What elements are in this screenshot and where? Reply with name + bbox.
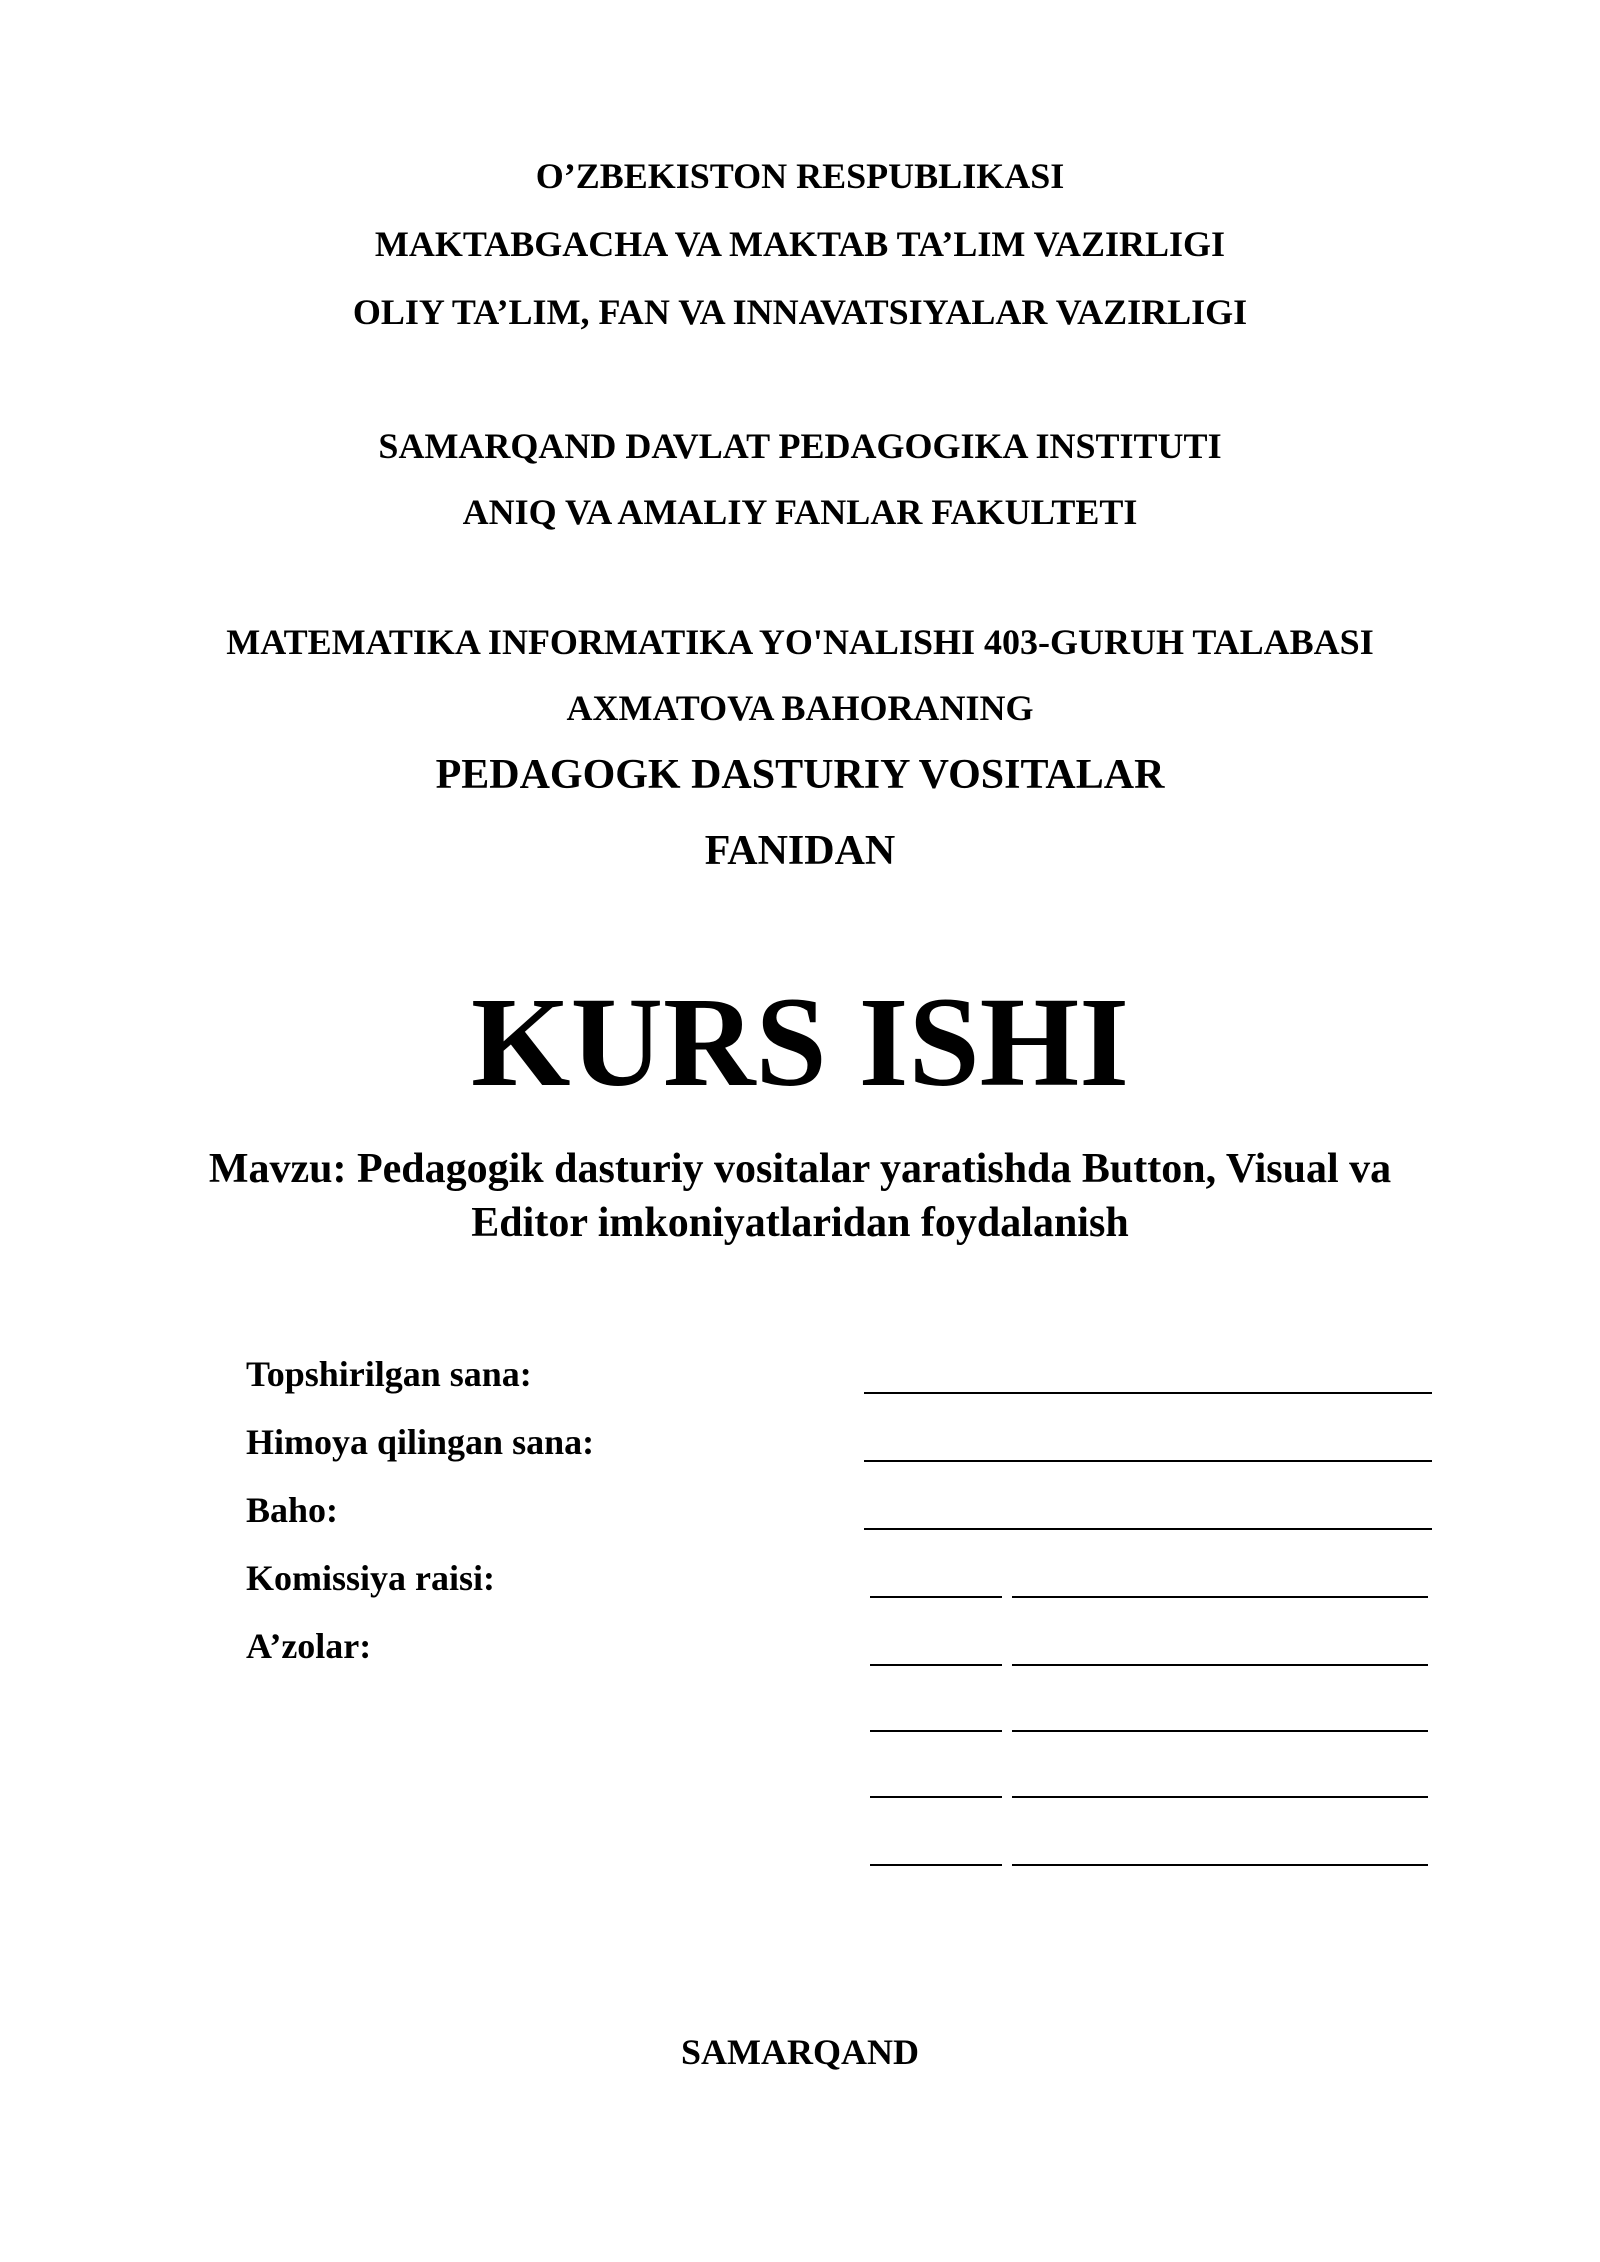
grade-line xyxy=(864,1528,1432,1530)
commission-chair-name-line xyxy=(1012,1596,1428,1598)
submitted-date-line xyxy=(864,1392,1432,1394)
defended-date-line xyxy=(864,1460,1432,1462)
header-ministry-preschool: MAKTABGACHA VA MAKTAB TA’LIM VAZIRLIGI xyxy=(374,224,1226,264)
member-1-signature-line xyxy=(870,1664,1002,1666)
document-title: KURS ISHI xyxy=(471,971,1129,1113)
subject-line-2: FANIDAN xyxy=(704,828,896,874)
topic-line-1: Mavzu: Pedagogik dasturiy vositalar yaratishda Button, Visual va xyxy=(208,1146,1392,1192)
student-group: MATEMATIKA INFORMATIKA YO'NALISHI 403-GURUH TALABASI xyxy=(226,622,1374,662)
commission-chair-signature-line xyxy=(870,1596,1002,1598)
member-4-name-line xyxy=(1012,1864,1428,1866)
institution-name: SAMARQAND DAVLAT PEDAGOGIKA INSTITUTI xyxy=(378,426,1222,466)
footer-city: SAMARQAND xyxy=(681,2032,919,2072)
members-label: A’zolar: xyxy=(246,1626,372,1666)
header-ministry-higher-education: OLIY TA’LIM, FAN VA INNAVATSIYALAR VAZIRLIGI xyxy=(352,292,1248,332)
member-2-signature-line xyxy=(870,1730,1002,1732)
submitted-date-label: Topshirilgan sana: xyxy=(246,1354,532,1394)
commission-chair-label: Komissiya raisi: xyxy=(246,1558,495,1598)
topic-line-2: Editor imkoniyatlaridan foydalanish xyxy=(471,1200,1129,1246)
faculty-name: ANIQ VA AMALIY FANLAR FAKULTETI xyxy=(462,492,1138,532)
grade-label: Baho: xyxy=(246,1490,339,1530)
member-2-name-line xyxy=(1012,1730,1428,1732)
member-1-name-line xyxy=(1012,1664,1428,1666)
subject-line-1: PEDAGOGK DASTURIY VOSITALAR xyxy=(435,752,1165,798)
header-country: O’ZBEKISTON RESPUBLIKASI xyxy=(535,156,1065,196)
member-3-name-line xyxy=(1012,1796,1428,1798)
member-3-signature-line xyxy=(870,1796,1002,1798)
member-4-signature-line xyxy=(870,1864,1002,1866)
student-name: AXMATOVA BAHORANING xyxy=(566,688,1034,728)
defended-date-label: Himoya qilingan sana: xyxy=(246,1422,595,1462)
